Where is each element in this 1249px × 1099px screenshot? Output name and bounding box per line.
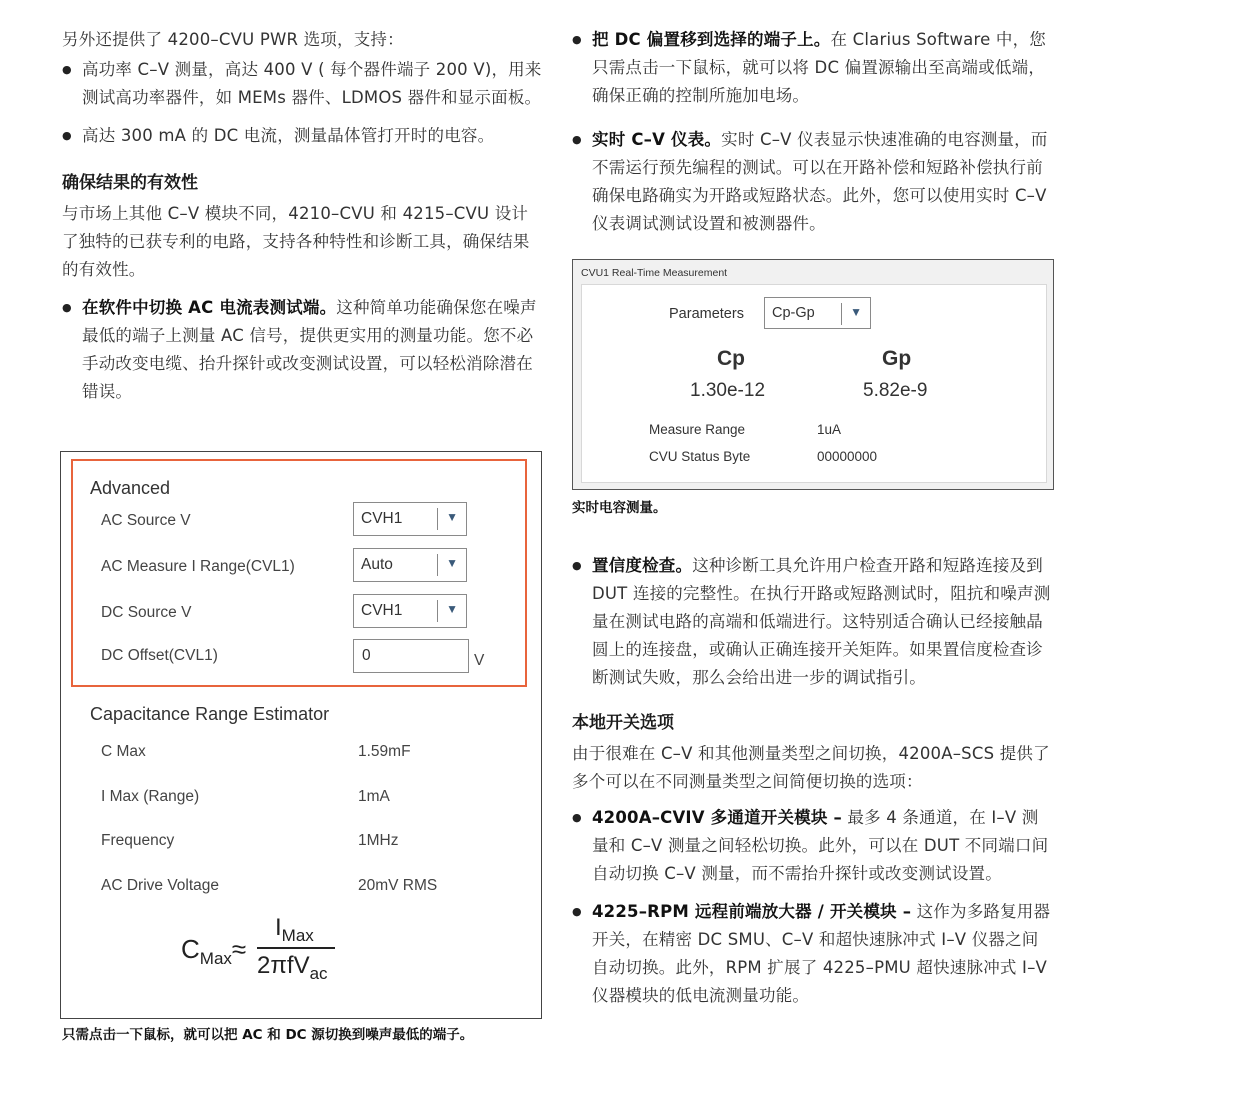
bullet-bold: 4200A–CVIV 多通道开关模块 – bbox=[592, 808, 842, 827]
bullet-text: 这种诊断工具允许用户检查开路和短路连接及到 DUT 连接的完整性。在执行开路或短路测试时，阻抗和噪声测量在测试电路的高端和低端进行。这特别适合确认已经接触晶圆上的连接盘，或确认正确连接开关矩阵。如果置信度检查诊断测试失败，那么会给出进一步的调试指引。 bbox=[592, 556, 1051, 687]
list-item bbox=[572, 552, 1054, 692]
bullet-bold: 4225–RPM 远程前端放大器 / 开关模块 – bbox=[592, 902, 912, 921]
ac-source-dropdown[interactable] bbox=[353, 502, 467, 536]
dropdown-divider bbox=[437, 600, 438, 622]
status-byte-value: 00000000 bbox=[817, 449, 878, 464]
fraction-bar bbox=[257, 947, 335, 949]
realtime-caption: 实时电容测量。 bbox=[572, 500, 667, 516]
ac-measure-range-dropdown[interactable] bbox=[353, 548, 467, 582]
realtime-measurement-window bbox=[572, 259, 1054, 490]
formula-numerator: $I_{Max}$ bbox=[275, 914, 314, 945]
section-heading: 本地开关选项 bbox=[572, 713, 674, 733]
chevron-down-icon[interactable]: ▼ bbox=[446, 602, 458, 616]
advanced-title: Advanced bbox=[90, 478, 171, 498]
dropdown-value: Auto bbox=[361, 556, 393, 573]
list-item: ● 高达 300 mA 的 DC 电流，测量晶体管打开时的电容。 bbox=[62, 122, 542, 150]
switch-bullet-list bbox=[62, 294, 542, 406]
list-item bbox=[572, 898, 1054, 1010]
section-paragraph: 与市场上其他 C–V 模块不同，4210–CVU 和 4215–CVU 设计了独特的已获专利的电路，支持各种特性和诊断工具，确保结果的有效性。 bbox=[62, 204, 530, 279]
parameters-dropdown[interactable] bbox=[764, 297, 871, 329]
formula-lhs: $C_{Max}\approx$ bbox=[181, 934, 247, 969]
ac-source-label: AC Source V bbox=[101, 512, 191, 529]
bullet-bold: 把 DC 偏置移到选择的端子上。 bbox=[592, 30, 831, 49]
intro-text: 另外还提供了 4200–CVU PWR 选项，支持： bbox=[62, 30, 404, 49]
dc-offset-input[interactable] bbox=[353, 639, 469, 673]
bullet-text: 这种简单功能确保您在噪声最低的端子上测量 AC 信号，提供更实用的测量功能。您不必手动改变电缆、抬升探针或改变测试设置，可以轻松消除潜在错误。 bbox=[82, 298, 537, 401]
bullet-text: 这作为多路复用器开关，在精密 DC SMU、C–V 和超快速脉冲式 I–V 仪器之间自动切换。此外，RPM 扩展了 4225–PMU 超快速脉冲式 I–V 仪器模块的低电流测量功能。 bbox=[592, 902, 1051, 1005]
dc-bias-bullet-list bbox=[572, 26, 1054, 238]
ac-measure-range-label: AC Measure I Range(CVL1) bbox=[101, 558, 295, 575]
frequency-value: 1MHz bbox=[358, 832, 399, 849]
advanced-settings-screenshot bbox=[60, 451, 542, 1019]
c-max-value: 1.59mF bbox=[358, 743, 411, 760]
frequency-label: Frequency bbox=[101, 832, 175, 849]
dropdown-value: CVH1 bbox=[361, 602, 403, 619]
dc-offset-unit: V bbox=[474, 652, 485, 669]
dropdown-divider bbox=[841, 303, 842, 325]
input-value: 0 bbox=[362, 647, 371, 664]
bullet-bold: 实时 C–V 仪表。 bbox=[592, 130, 722, 149]
status-byte-label: CVU Status Byte bbox=[649, 449, 751, 464]
list-item: ● 高功率 C–V 测量，高达 400 V ( 每个器件端子 200 V)，用来测试高功率器件，如 MEMs 器件、LDMOS 器件和显示面板。 bbox=[62, 56, 542, 112]
dropdown-value: CVH1 bbox=[361, 510, 403, 527]
dropdown-divider bbox=[437, 554, 438, 576]
dc-offset-label: DC Offset(CVL1) bbox=[101, 647, 218, 664]
bullet-bold: 在软件中切换 AC 电流表测试端。 bbox=[82, 298, 337, 317]
section-paragraph: 由于很难在 C–V 和其他测量类型之间切换，4200A–SCS 提供了多个可以在不同测量类型之间简便切换的选项： bbox=[572, 744, 1050, 791]
gp-value: 5.82e-9 bbox=[863, 380, 928, 401]
formula-denominator: 2πfV$_{ac}$ bbox=[257, 952, 328, 983]
cp-label: Cp bbox=[717, 347, 745, 370]
dropdown-divider bbox=[437, 508, 438, 530]
chevron-down-icon[interactable]: ▼ bbox=[446, 556, 458, 570]
ac-drive-voltage-label: AC Drive Voltage bbox=[101, 877, 220, 894]
chevron-down-icon[interactable]: ▼ bbox=[850, 305, 862, 319]
gp-label: Gp bbox=[882, 347, 912, 370]
right-column bbox=[572, 26, 1054, 248]
chevron-down-icon[interactable]: ▼ bbox=[446, 510, 458, 524]
switch-options-list bbox=[572, 804, 1054, 1010]
estimator-title: Capacitance Range Estimator bbox=[90, 704, 330, 724]
right-lower-column bbox=[572, 552, 1054, 1020]
i-max-label: I Max (Range) bbox=[101, 788, 200, 805]
bullet-text: 在 Clarius Software 中，您只需点击一下鼠标，就可以将 DC 偏置源输出至高端或低端，确保正确的控制所施加电场。 bbox=[592, 30, 1047, 105]
left-column bbox=[62, 26, 542, 416]
dropdown-value: Cp-Gp bbox=[772, 305, 815, 321]
pwr-bullet-list bbox=[62, 56, 542, 150]
advanced-caption: 只需点击一下鼠标，就可以把 AC 和 DC 源切换到噪声最低的端子。 bbox=[62, 1027, 474, 1043]
parameters-label: Parameters bbox=[669, 306, 744, 322]
bullet-bold: 置信度检查。 bbox=[592, 556, 693, 575]
measure-range-label: Measure Range bbox=[649, 422, 746, 437]
list-item bbox=[62, 294, 542, 406]
dc-source-label: DC Source V bbox=[101, 604, 192, 621]
list-item bbox=[572, 804, 1054, 888]
i-max-value: 1mA bbox=[358, 788, 390, 805]
bullet-text: 实时 C–V 仪表显示快速准确的电容测量，而不需运行预先编程的测试。可以在开路补偿和短路补偿执行前确保电路确实为开路或短路状态。此外，您可以使用实时 C–V 仪表调试测试设置和被测器件。 bbox=[592, 130, 1048, 233]
measure-range-value: 1uA bbox=[817, 422, 842, 437]
dc-source-dropdown[interactable] bbox=[353, 594, 467, 628]
list-item bbox=[572, 26, 1054, 110]
section-heading: 确保结果的有效性 bbox=[62, 173, 198, 193]
confidence-bullet-list bbox=[572, 552, 1054, 692]
list-item bbox=[572, 126, 1054, 238]
ac-drive-voltage-value: 20mV RMS bbox=[358, 877, 438, 894]
bullet-text: 最多 4 条通道，在 I–V 测量和 C–V 测量之间轻松切换。此外，可以在 DUT 不同端口间自动切换 C–V 测量，而不需抬升探针或改变测试设置。 bbox=[592, 808, 1049, 883]
window-title: CVU1 Real-Time Measurement bbox=[581, 267, 728, 279]
realtime-panel bbox=[581, 284, 1047, 483]
cp-value: 1.30e-12 bbox=[690, 380, 766, 401]
c-max-label: C Max bbox=[101, 743, 146, 760]
